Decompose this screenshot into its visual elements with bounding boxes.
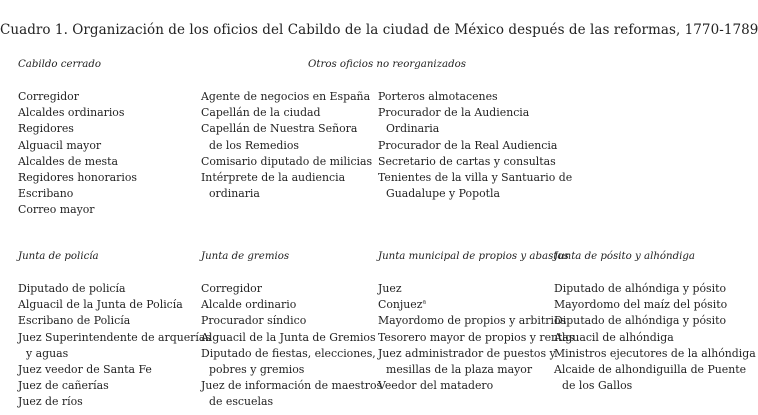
list-item: Ordinaria [386,122,440,136]
list-item: Juez [378,282,402,295]
list-item: Diputado de fiestas, elecciones, [201,346,376,360]
header-otros-oficios: Otros oficios no reorganizados [308,59,466,70]
list-item: Escribano [18,187,74,201]
junta-posito-list [554,281,756,394]
list-item: mesillas de la plaza mayor [386,363,533,377]
footnote-mark: a [422,298,427,306]
list-item: Capellán de la ciudad [201,106,321,120]
list-item: Tesorero mayor de propios y rentas [378,330,575,344]
header-junta-policia: Junta de policía [18,251,99,262]
list-item: Diputado de alhóndiga y pósito [554,282,727,295]
list-item: Mayordomo de propios y arbitrios [378,314,567,328]
list-item: Alguacil mayor [18,138,102,152]
list-item: Procurador de la Real Audiencia [378,138,558,152]
junta-policia-list [18,281,211,411]
list-item: Alguacil de la Junta de Policía [18,298,183,312]
junta-gremios-list [201,281,382,411]
otros-oficios-list-b [378,89,572,202]
list-item: Juez Superintendente de arquerías [18,330,211,344]
junta-propios-list [378,281,575,394]
list-item: Alguacil de alhóndiga [554,330,674,344]
list-item [378,297,575,313]
header-junta-propios: Junta municipal de propios y abastos [378,251,569,262]
list-item: Correo mayor [18,203,95,217]
otros-oficios-list-a [201,89,372,202]
list-item: de escuelas [209,395,274,409]
list-item: Regidores [18,122,74,136]
list-item: Regidores honorarios [18,171,138,185]
header-junta-posito: Junta de pósito y alhóndiga [554,251,695,262]
list-item: y aguas [26,346,69,360]
list-item: ordinaria [209,187,260,201]
list-item: Juez de información de maestros [201,379,383,393]
list-item: Mayordomo del maíz del pósito [554,298,728,312]
list-item: Agente de negocios en España [201,90,371,103]
list-item: Juez de ríos [18,395,83,409]
list-item: Tenientes de la villa y Santuario de [378,171,573,185]
list-item: Intérprete de la audiencia [201,171,346,185]
list-item: Diputado de alhóndiga y pósito [554,314,727,328]
list-item: Escribano de Policía [18,314,131,328]
list-item: Procurador síndico [201,314,307,328]
list-item: Procurador de la Audiencia [378,106,530,120]
list-item: Juez administrador de puestos y [378,346,556,360]
list-item: pobres y gremios [209,363,305,377]
header-junta-gremios: Junta de gremios [201,251,290,262]
list-item: de los Remedios [209,138,299,152]
header-cabildo-cerrado: Cabildo cerrado [18,59,102,70]
list-item: Alcaldes ordinarios [18,106,125,120]
list-item: Alguacil de la Junta de Gremios [201,330,376,344]
list-item-text: Conjuez [378,298,423,312]
list-item: Secretario de cartas y consultas [378,154,556,168]
list-item: Veedor del matadero [378,379,494,393]
list-item: Alcaldes de mesta [18,154,118,168]
list-item: Juez de cañerías [18,379,109,393]
list-item: Guadalupe y Popotla [386,187,500,201]
list-item: Corregidor [201,282,262,295]
list-item: Alcalde ordinario [201,298,297,312]
list-item: Corregidor [18,90,79,103]
list-item: Capellán de Nuestra Señora [201,122,358,136]
list-item: Ministros ejecutores de la alhóndiga [554,346,756,360]
list-item: Juez veedor de Santa Fe [18,363,152,377]
list-item: Comisario diputado de milicias [201,154,373,168]
list-item: Diputado de policía [18,282,126,295]
list-item: Porteros almotacenes [378,90,498,103]
table-title: Cuadro 1. Organización de los oficios del Cabildo de la ciudad de México después de las reformas, 1770-1789 [0,22,758,38]
list-item: de los Gallos [562,379,633,393]
list-item: Alcaide de alhondiguilla de Puente [554,363,747,377]
cabildo-cerrado-list [18,89,137,219]
